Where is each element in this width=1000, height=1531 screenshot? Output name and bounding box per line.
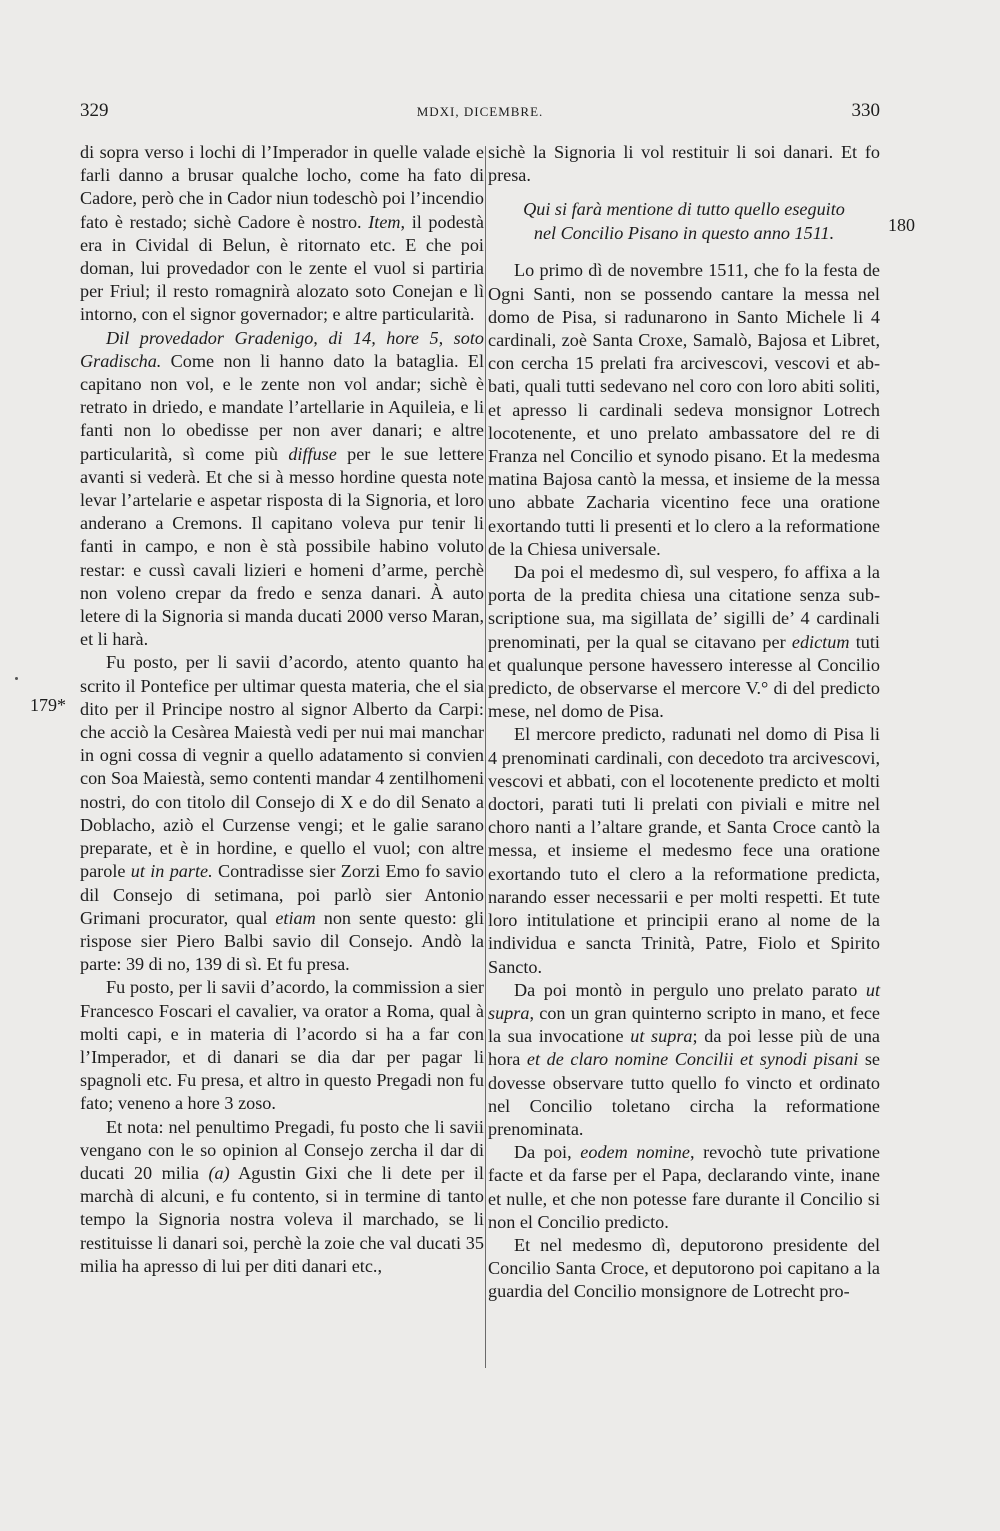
margin-note-right: 180 bbox=[888, 215, 915, 235]
paragraph: Dil provedador Gradenigo, di 14, hore 5, soto Gradischa. Come non li hanno dato la bataglia. El capitano non vol, e le zente non vol andar; sichè è retrato in driedo, e mandate l’artellarie in Aquileia, e li fanti non lo obedisse per non aver danari; e altre particularità, sì come più diffuse per le sue lettere avanti si vederà. Et che si à messo hordine questa note levar l’artelarie e aspetar risposta di la Signoria, et loro anderano a Cremons. Il capitano voleva pur tenir li fanti in campo, e non è stà possibile habino voluto restar: e cussì cavali lizieri e homeni d’arme, perchè non voleno crepar da fredo e senza danari. À auto letere di la Signoria si manda ducati 2000 verso Maran, et li harà. bbox=[80, 327, 484, 650]
section-heading-line: nel Concilio Pisano in questo anno 1511. bbox=[533, 223, 835, 244]
column-divider bbox=[485, 146, 486, 1368]
paragraph: Da poi montò in pergulo uno prelato parato ut supra, con un gran quinterno scripto in mano, et fece la sua invocatione ut supra; da poi lesse più de una hora et de claro nomine Concilii et synodi pisani se dovesse observare tutto quello fo vincto et ordinato nel Concilio toletano circha la reformatione prenominata. bbox=[488, 979, 881, 1139]
page-number-left: 329 bbox=[80, 100, 109, 121]
margin-mark bbox=[15, 677, 18, 680]
paragraph: Da poi, eodem nomine, revochò tute privatione facte et da farse per el Papa, declarando vinte, inane et nulle, et che non potesse fare durante il Concilio si non el Concilio predicto. bbox=[488, 1142, 880, 1232]
paragraph: di sopra verso i lochi di l’Imperador in quelle valade e farli danno a brusar qualche locho, come ha fato di Cadore, però che in Cador niun todeschò poi l’incendio fato è restado; sichè Cadore è nostro. Item, il podestà era in Cividal di Belun, è ritornato etc. E che poi doman, lui provedador con le zente el vuol si partiria per Friul; il resto romagnirà alozato soto Conejan e lì intorno, con el signor governador; e altre particularità. bbox=[80, 142, 484, 325]
section-heading-line: Qui si farà mentione di tutto quello eseguito bbox=[523, 199, 845, 220]
paragraph: El mercore predicto, radunati nel domo di Pisa li 4 prenominati cardinali, con decedoto tra arcivescovi, vescovi et abbati, con el locotenente predicto et molti doctori, parati tuti li prelati con piviali e mitre nel choro nanti a l’altare grande, et Santa Croce cantò la messa, et insieme el medesmo fece una oratione exortando tuto el clero a la reformatione predicta, narando esser necessarii e per molti respetti. Et tute loro intitulatione et principii erano al nome de la individua e sancta Trinità, Patre, Fiolo et Spirito Sancto. bbox=[488, 724, 880, 977]
margin-note-left: 179* bbox=[30, 695, 66, 715]
section-heading bbox=[488, 197, 880, 245]
paragraph: Fu posto, per li savii d’acordo, atento quanto ha scrito il Pontefice per ultimar questa materia, che el sia dito per il Principe nostro al signor Alberto da Carpi: che acciò la Cesàrea Maiestà vedi per nui mai manchar in ogni cossa di vegnir a quello adatamento si convien con Soa Maiestà, semo contenti mandar 4 zentilhomeni nostri, do con titolo dil Consejo di X e do dil Senato a Doblacho, aziò el Curzense vengi; et le galie sarano preparate, et è in hordine, e quello el vuol; con altre parole ut in parte. Contradisse sier Zorzi Emo fo savio dil Consejo di setimana, poi parlò sier Antonio Grimani procurator, qual etiam non sente questo: gli rispose sier Piero Balbi savio dil Consejo. Andò la parte: 39 di no, 139 di sì. Et fu presa. bbox=[80, 652, 485, 975]
page-number-right: 330 bbox=[851, 100, 880, 121]
paragraph: Et nota: nel penultimo Pregadi, fu posto che li savii vengano con le so opinion al Consejo zercha il dar di ducati 20 milia (a) Agustin Gixi che li dete per il marchà di alcuni, e fu contento, si in termine di tanto tempo la Signoria nostra voleva il marchado, se li restituisse li danari soi, perchè la zoie che val ducati 35 milia ha apresso di lui per diti danari etc., bbox=[80, 1116, 484, 1276]
running-header bbox=[80, 100, 880, 130]
paragraph: Fu posto, per li savii d’acordo, la commission a sier Francesco Foscari el cavalier, va orator a Roma, qual à molti capi, e in materia di l’acordo si ha a far con l’Imperador, et di danari se dia dar per pagar li spagnoli etc. Fu presa, et altro in questo Pregadi non fu fato; veneno a hore 3 zoso. bbox=[80, 977, 484, 1114]
paragraph: Da poi el medesmo dì, sul vespero, fo affixa a la porta de la predita chiesa una citatione senza subscriptione sua, ma sigillata de’ sigilli de’ 4 cardinali prenominati, per la qual se citavano per edictum tuti et qualunque persone havessero interesse al Concilio predicto, de observarse el mercore V.° di del predicto mese, nel domo de Pisa. bbox=[488, 562, 880, 722]
running-title: MDXI, DICEMBRE. bbox=[416, 104, 544, 119]
right-column bbox=[488, 141, 880, 1304]
paragraph: sichè la Signoria li vol restituir li soi danari. Et fo presa. bbox=[488, 142, 880, 186]
left-column bbox=[80, 141, 484, 1278]
paragraph: Et nel medesmo dì, deputorono presidente del Concilio Santa Croce, et deputorono poi capitano a la guardia del Concilio monsignore de Lotrecht pro- bbox=[488, 1234, 880, 1302]
paragraph: Lo primo dì de novembre 1511, che fo la festa de Ogni Santi, non se possendo cantare la messa nel domo de Pisa, si radunarono in Santo Michele li 4 cardinali, zoè Santa Croxe, Samalò, Bajosa et Libret, con cercha 15 prelati fra arcivescovi, vescovi et abbati, quali tutti sedevano nel coro con loro abiti soliti, et apresso li cardinali sedeva monsignor Lotrech locotenente, et uno prelato ambassatore del re di Franza nel Concilio et synodo pisano. Et la medesma matina Bajosa cantò la messa, et insieme de la messa uno abbate Zacharia vicentino fece una oratione exortando tutti li presenti et lo clero a la reformatione de la Chiesa universale. bbox=[488, 260, 880, 559]
